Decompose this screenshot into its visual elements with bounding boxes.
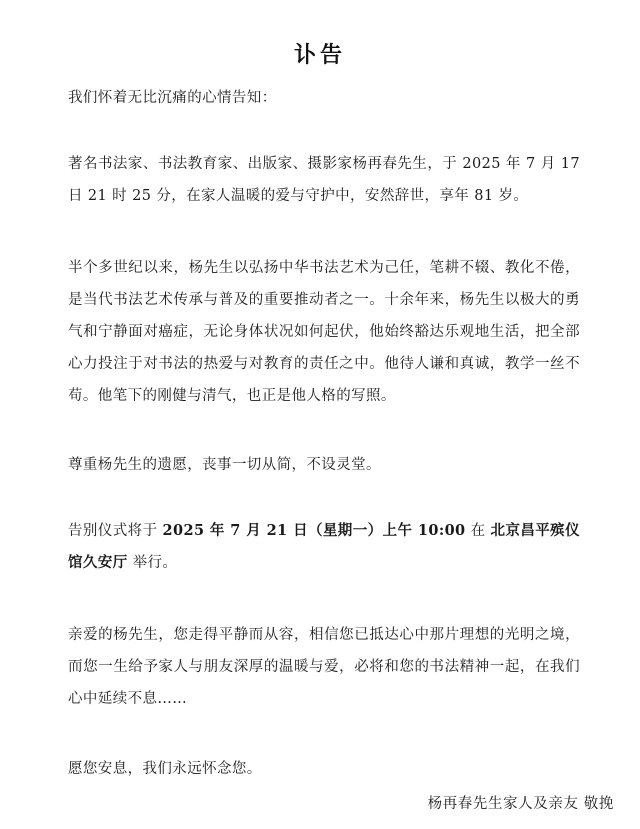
life-paragraph: 半个多世纪以来，杨先生以弘扬中华书法艺术为己任，笔耕不辍、教化不倦，是当代书法艺术传承与普及的重要推动者之一。十余年来，杨先生以极大的勇气和宁静面对癌症，无论身体状况如何起伏，他始终豁达乐观地生活，把全部心力投注于对书法的热爱与对教育的责任之中。他待人谦和真诚，教学一丝不苟。他笔下的刚健与清气，也正是他人格的写照。 bbox=[68, 260, 580, 404]
ceremony-prefix: 告别仪式将于 bbox=[68, 523, 158, 539]
ceremony-suffix: 举行。 bbox=[132, 555, 178, 571]
ceremony-venue: 北京昌平殡仪馆久安厅 bbox=[68, 522, 580, 571]
page-title: 讣告 bbox=[293, 42, 346, 68]
farewell-paragraph: 亲爱的杨先生，您走得平静而从容，相信您已抵达心中那片理想的光明之境，而您一生给予家人与朋友深厚的温暖与爱，必将和您的书法精神一起，在我们心中延续不息…… bbox=[68, 627, 580, 707]
ceremony-datetime: 2025 年 7 月 21 日（星期一）上午 10:00 bbox=[162, 522, 466, 539]
signature: 杨再春先生家人及亲友 敬挽 bbox=[427, 796, 614, 812]
greeting-line: 我们怀着无比沉痛的心情告知： bbox=[68, 90, 277, 106]
funeral-wish-paragraph: 尊重杨先生的遗愿，丧事一切从简，不设灵堂。 bbox=[68, 457, 381, 473]
ceremony-paragraph bbox=[68, 515, 580, 579]
announcement-paragraph: 著名书法家、书法教育家、出版家、摄影家杨再春先生，于 2025 年 7 月 17 日 21 时 25 分，在家人温暖的爱与守护中，安然辞世，享年 81 岁。 bbox=[68, 156, 580, 204]
rest-wish-line: 愿您安息，我们永远怀念您。 bbox=[68, 761, 262, 777]
ceremony-at: 在 bbox=[470, 523, 486, 539]
